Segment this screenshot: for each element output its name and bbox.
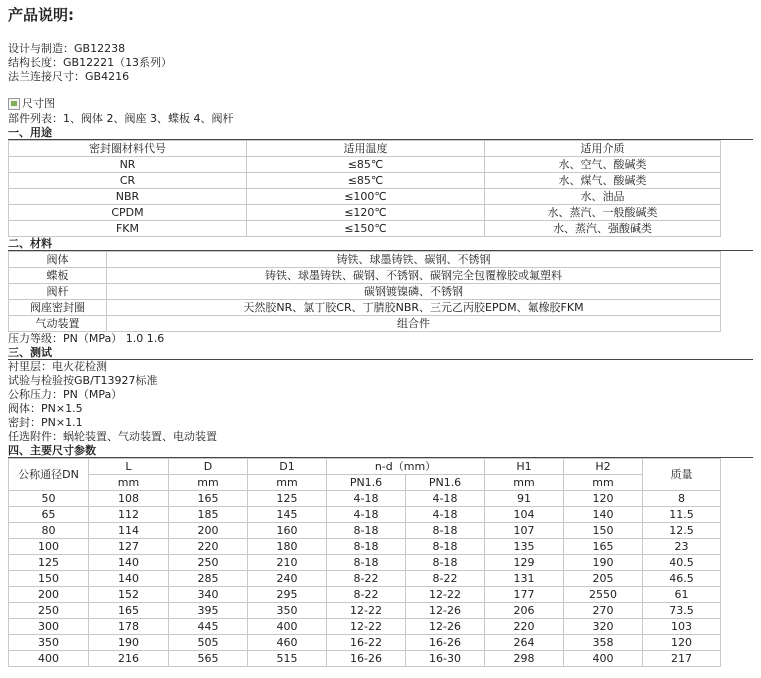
table-cell: 298: [485, 651, 564, 667]
table-cell: 160: [248, 523, 327, 539]
table-row: [9, 507, 721, 523]
table-cell: 8-18: [327, 539, 406, 555]
table-cell: 125: [248, 491, 327, 507]
table-cell: NR: [9, 157, 247, 173]
table-cell: 400: [9, 651, 89, 667]
spec-length: 结构长度：GB12221（13系列）: [8, 56, 173, 69]
table-cell: 12-22: [327, 603, 406, 619]
test-line: 试验与检验按GB/T13927标准: [8, 374, 158, 387]
material-part: 阀体: [9, 252, 107, 268]
header-l: L: [89, 459, 169, 475]
table-row: [9, 221, 721, 237]
table-cell: ≤100℃: [247, 189, 485, 205]
material-part: 气动装置: [9, 316, 107, 332]
table-cell: 177: [485, 587, 564, 603]
table-cell: 水、空气、酸碱类: [485, 157, 721, 173]
table-cell: 140: [564, 507, 643, 523]
table-cell: 350: [248, 603, 327, 619]
table-cell: 200: [169, 523, 248, 539]
table-row: [9, 268, 721, 284]
table-cell: CPDM: [9, 205, 247, 221]
table-cell: 73.5: [643, 603, 721, 619]
table-cell: 152: [89, 587, 169, 603]
table-cell: 185: [169, 507, 248, 523]
table-row: [9, 539, 721, 555]
table-cell: 114: [89, 523, 169, 539]
table-cell: 4-18: [406, 491, 485, 507]
table-cell: ≤150℃: [247, 221, 485, 237]
table-cell: 水、煤气、酸碱类: [485, 173, 721, 189]
table-cell: 100: [9, 539, 89, 555]
test-line: 衬里层：电火花检测: [8, 360, 107, 373]
table-cell: 8-22: [406, 571, 485, 587]
header-mass: 质量: [643, 459, 721, 491]
table-cell: CR: [9, 173, 247, 189]
table-cell: 145: [248, 507, 327, 523]
header-nd: n-d（mm）: [327, 459, 485, 475]
table-cell: 285: [169, 571, 248, 587]
header-d1: D1: [248, 459, 327, 475]
pressure-rating: 压力等级：PN（MPa） 1.0 1.6: [8, 332, 165, 345]
dimensions-heading: 四、主要尺寸参数: [8, 444, 753, 458]
table-cell: 112: [89, 507, 169, 523]
table-cell: 505: [169, 635, 248, 651]
table-cell: 65: [9, 507, 89, 523]
table-row: [9, 571, 721, 587]
table-cell: 129: [485, 555, 564, 571]
table-cell: 150: [564, 523, 643, 539]
table-cell: 12.5: [643, 523, 721, 539]
table-row: [9, 189, 721, 205]
broken-image-icon: [8, 98, 20, 110]
table-cell: 16-26: [327, 651, 406, 667]
spec-design: 设计与制造：GB12238: [8, 42, 126, 55]
table-cell: 4-18: [406, 507, 485, 523]
table-cell: 565: [169, 651, 248, 667]
table-cell: 23: [643, 539, 721, 555]
table-cell: 12-22: [327, 619, 406, 635]
table-cell: 12-26: [406, 619, 485, 635]
table-cell: 91: [485, 491, 564, 507]
page-title: 产品说明:: [8, 6, 74, 24]
table-cell: 8-22: [327, 571, 406, 587]
table-row: [9, 523, 721, 539]
table-cell: 250: [169, 555, 248, 571]
table-cell: 165: [564, 539, 643, 555]
table-cell: 107: [485, 523, 564, 539]
table-cell: 205: [564, 571, 643, 587]
table-cell: 61: [643, 587, 721, 603]
table-cell: 50: [9, 491, 89, 507]
table-cell: 350: [9, 635, 89, 651]
table-cell: 16-22: [327, 635, 406, 651]
material-value: 组合件: [107, 316, 721, 332]
table-cell: 131: [485, 571, 564, 587]
table-cell: NBR: [9, 189, 247, 205]
test-line: 任选附件：蜗轮装置、气动装置、电动装置: [8, 430, 217, 443]
header-dn: 公称通径DN: [9, 459, 89, 491]
table-cell: 216: [89, 651, 169, 667]
table-cell: 4-18: [327, 507, 406, 523]
table-cell: 395: [169, 603, 248, 619]
table-cell: 40.5: [643, 555, 721, 571]
table-cell: 270: [564, 603, 643, 619]
materials-table: [8, 251, 721, 332]
header-unit-mm: mm: [169, 475, 248, 491]
table-row: [9, 603, 721, 619]
table-cell: 12-26: [406, 603, 485, 619]
table-cell: 103: [643, 619, 721, 635]
table-cell: 120: [643, 635, 721, 651]
table-cell: 264: [485, 635, 564, 651]
test-heading: 三、测试: [8, 346, 753, 360]
material-part: 蝶板: [9, 268, 107, 284]
material-part: 阀杆: [9, 284, 107, 300]
table-cell: 12-22: [406, 587, 485, 603]
table-cell: 16-30: [406, 651, 485, 667]
table-row: [9, 635, 721, 651]
table-cell: 340: [169, 587, 248, 603]
table-row: [9, 252, 721, 268]
table-cell: 190: [564, 555, 643, 571]
table-cell: 2550: [564, 587, 643, 603]
table-row: [9, 491, 721, 507]
table-cell: 125: [9, 555, 89, 571]
table-cell: 515: [248, 651, 327, 667]
table-cell: 220: [485, 619, 564, 635]
header-unit-mm: mm: [564, 475, 643, 491]
table-cell: 217: [643, 651, 721, 667]
materials-heading: 二、材料: [8, 237, 753, 251]
table-cell: 8-18: [406, 523, 485, 539]
table-cell: 150: [9, 571, 89, 587]
test-line: 公称压力：PN（MPa）: [8, 388, 123, 401]
image-alt-text: 尺寸图: [22, 97, 55, 111]
table-row: [9, 587, 721, 603]
header-cell: 适用温度: [247, 141, 485, 157]
table-cell: 127: [89, 539, 169, 555]
header-h2: H2: [564, 459, 643, 475]
header-d: D: [169, 459, 248, 475]
table-cell: 165: [89, 603, 169, 619]
table-cell: ≤85℃: [247, 173, 485, 189]
table-cell: 300: [9, 619, 89, 635]
material-part: 阀座密封圈: [9, 300, 107, 316]
dimensions-table: [8, 458, 721, 667]
table-cell: 140: [89, 571, 169, 587]
header-cell: 密封圈材料代号: [9, 141, 247, 157]
table-cell: 水、油品: [485, 189, 721, 205]
table-cell: 80: [9, 523, 89, 539]
table-cell: ≤120℃: [247, 205, 485, 221]
table-cell: 460: [248, 635, 327, 651]
table-cell: 8-18: [327, 555, 406, 571]
table-cell: 108: [89, 491, 169, 507]
table-cell: 8-22: [327, 587, 406, 603]
table-cell: 8-18: [327, 523, 406, 539]
material-value: 铸铁、球墨铸铁、碳钢、不锈钢: [107, 252, 721, 268]
usage-table: [8, 140, 721, 237]
table-cell: 11.5: [643, 507, 721, 523]
table-cell: 180: [248, 539, 327, 555]
table-cell: ≤85℃: [247, 157, 485, 173]
table-row: [9, 316, 721, 332]
table-cell: 水、蒸汽、一般酸碱类: [485, 205, 721, 221]
table-cell: 358: [564, 635, 643, 651]
table-row: [9, 619, 721, 635]
table-row: [9, 555, 721, 571]
usage-heading: 一、用途: [8, 126, 753, 140]
table-cell: 220: [169, 539, 248, 555]
table-cell: 400: [248, 619, 327, 635]
table-cell: 210: [248, 555, 327, 571]
header-pn16-a: PN1.6: [327, 475, 406, 491]
table-header-row: [9, 141, 721, 157]
header-pn16-b: PN1.6: [406, 475, 485, 491]
spec-flange: 法兰连接尺寸：GB4216: [8, 70, 130, 83]
dimension-drawing-image: [8, 96, 753, 112]
table-row: [9, 157, 721, 173]
table-row: [9, 205, 721, 221]
material-value: 铸铁、球墨铸铁、碳钢、不锈钢、碳钢完全包覆橡胶或氟塑料: [107, 268, 721, 284]
material-value: 碳钢镀镍磷、不锈钢: [107, 284, 721, 300]
table-cell: 190: [89, 635, 169, 651]
table-cell: 120: [564, 491, 643, 507]
table-cell: 206: [485, 603, 564, 619]
header-unit-mm: mm: [248, 475, 327, 491]
product-description: [8, 0, 753, 667]
header-unit-mm: mm: [89, 475, 169, 491]
table-cell: 250: [9, 603, 89, 619]
table-cell: 135: [485, 539, 564, 555]
table-cell: 8-18: [406, 539, 485, 555]
table-cell: 400: [564, 651, 643, 667]
table-row: [9, 284, 721, 300]
table-cell: 178: [89, 619, 169, 635]
parts-list: 部件列表：1、阀体 2、阀座 3、蝶板 4、阀杆: [8, 112, 234, 125]
header-cell: 适用介质: [485, 141, 721, 157]
test-line: 阀体：PN×1.5: [8, 402, 83, 415]
table-cell: 4-18: [327, 491, 406, 507]
header-h1: H1: [485, 459, 564, 475]
test-line: 密封：PN×1.1: [8, 416, 83, 429]
table-cell: 8: [643, 491, 721, 507]
table-cell: 16-26: [406, 635, 485, 651]
table-cell: 295: [248, 587, 327, 603]
table-cell: 水、蒸汽、强酸碱类: [485, 221, 721, 237]
table-cell: 240: [248, 571, 327, 587]
table-row: [9, 173, 721, 189]
table-cell: 320: [564, 619, 643, 635]
table-row: [9, 651, 721, 667]
table-cell: 8-18: [406, 555, 485, 571]
table-cell: 46.5: [643, 571, 721, 587]
table-row: [9, 300, 721, 316]
table-cell: 445: [169, 619, 248, 635]
table-cell: 104: [485, 507, 564, 523]
table-cell: FKM: [9, 221, 247, 237]
header-unit-mm: mm: [485, 475, 564, 491]
table-cell: 140: [89, 555, 169, 571]
table-cell: 200: [9, 587, 89, 603]
material-value: 天然胶NR、氯丁胶CR、丁腈胶NBR、三元乙丙胶EPDM、氟橡胶FKM: [107, 300, 721, 316]
table-cell: 165: [169, 491, 248, 507]
